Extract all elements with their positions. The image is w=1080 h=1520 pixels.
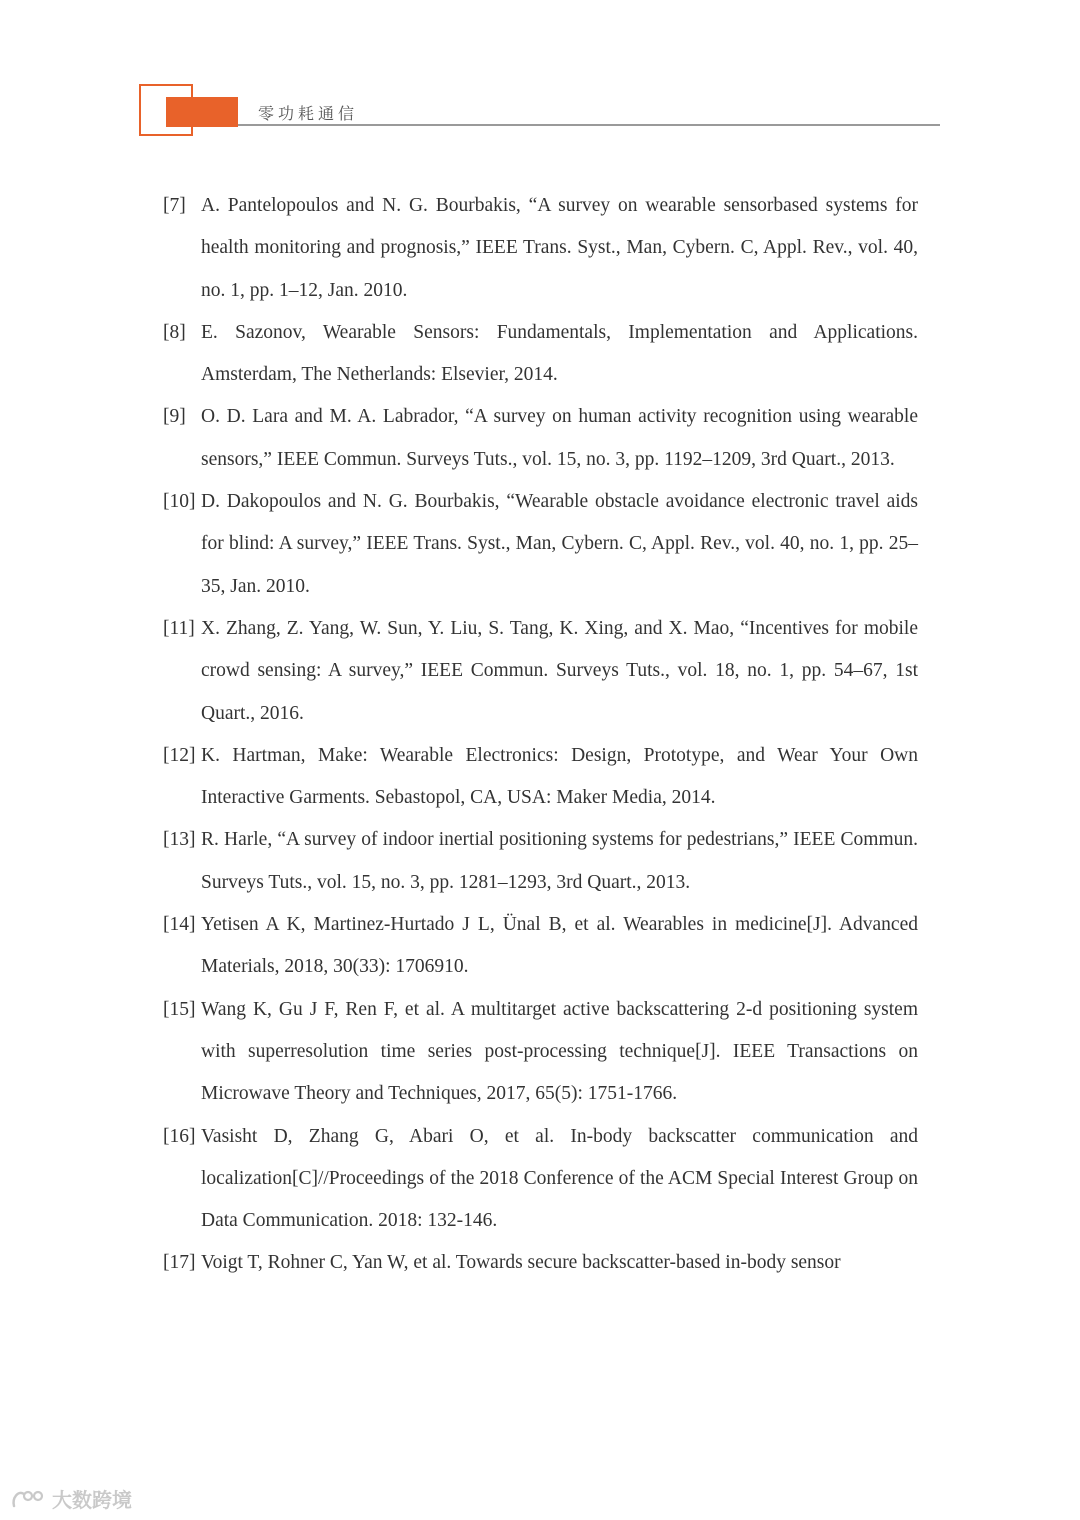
reference-text: Voigt T, Rohner C, Yan W, et al. Towards secure backscatter-based in-body sensor [201,1252,841,1274]
reference-text: A. Pantelopoulos and N. G. Bourbakis, “A survey on wearable sensorbased systems for health monitoring and prognosis,” IEEE Trans. Syst., Man, Cybern. C, Appl. Rev., vol. 40, no. 1, pp. 1–12, Jan. 2010. [201,195,918,301]
reference-item [163,396,918,481]
reference-number: [12] [163,744,196,766]
reference-item [163,819,918,904]
reference-text: X. Zhang, Z. Yang, W. Sun, Y. Liu, S. Tang, K. Xing, and X. Mao, “Incentives for mobile crowd sensing: A survey,” IEEE Commun. Surveys Tuts., vol. 18, no. 1, pp. 54–67, 1st Quart., 2016. [201,617,918,724]
reference-number: [13] [163,829,196,851]
running-header-title: 零功耗通信 [258,104,359,123]
reference-item [163,185,918,312]
reference-text: D. Dakopoulos and N. G. Bourbakis, “Wearable obstacle avoidance electronic travel aids for blind: A survey,” IEEE Trans. Syst., Man, Cybern. C, Appl. Rev., vol. 40, no. 1, pp. 25–35, Jan. 2010. [201,491,918,597]
reference-item [163,735,918,820]
reference-number: [11] [163,617,195,639]
reference-number: [17] [163,1252,196,1274]
reference-text: R. Harle, “A survey of indoor inertial positioning systems for pedestrians,” IEEE Commun. Surveys Tuts., vol. 15, no. 3, pp. 1281–1293, 3rd Quart., 2013. [201,829,918,893]
reference-number: [16] [163,1125,196,1147]
reference-item [163,312,918,397]
reference-number: [8] [163,321,186,343]
reference-number: [9] [163,406,186,428]
header-rule [238,124,940,126]
watermark-logo-icon [10,1486,46,1512]
watermark [10,1484,132,1513]
reference-item [163,989,918,1116]
reference-number: [14] [163,914,196,936]
reference-text: K. Hartman, Make: Wearable Electronics: Design, Prototype, and Wear Your Own Interactive Garments. Sebastopol, CA, USA: Maker Media, 2014. [201,744,918,809]
watermark-text: 大数跨境 [52,1488,132,1512]
reference-text: Yetisen A K, Martinez-Hurtado J L, Ünal B, et al. Wearables in medicine[J]. Advanced Materials, 2018, 30(33): 1706910. [201,914,918,978]
reference-text: E. Sazonov, Wearable Sensors: Fundamentals, Implementation and Applications. Amsterdam, The Netherlands: Elsevier, 2014. [201,321,918,386]
reference-list [163,185,918,1285]
reference-number: [7] [163,195,186,216]
reference-item [163,904,918,989]
reference-text: O. D. Lara and M. A. Labrador, “A survey on human activity recognition using wearable sensors,” IEEE Commun. Surveys Tuts., vol. 15, no. 3, pp. 1192–1209, 3rd Quart., 2013. [201,406,918,470]
reference-number: [15] [163,998,196,1020]
reference-item [163,1242,918,1284]
reference-item [163,608,918,735]
reference-item [163,481,918,608]
reference-number: [10] [163,491,196,513]
reference-text: Vasisht D, Zhang G, Abari O, et al. In-body backscatter communication and localization[C]//Proceedings of the 2018 Conference of the ACM Special Interest Group on Data Communication. 2018: 132-146. [201,1125,918,1232]
header-decor-block [166,97,238,127]
reference-item [163,1116,918,1243]
reference-text: Wang K, Gu J F, Ren F, et al. A multitarget active backscattering 2-d positioning system with superresolution time series post-processing technique[J]. IEEE Transactions on Microwave Theory and Techniques, 2017, 65(5): 1751-1766. [201,998,918,1105]
